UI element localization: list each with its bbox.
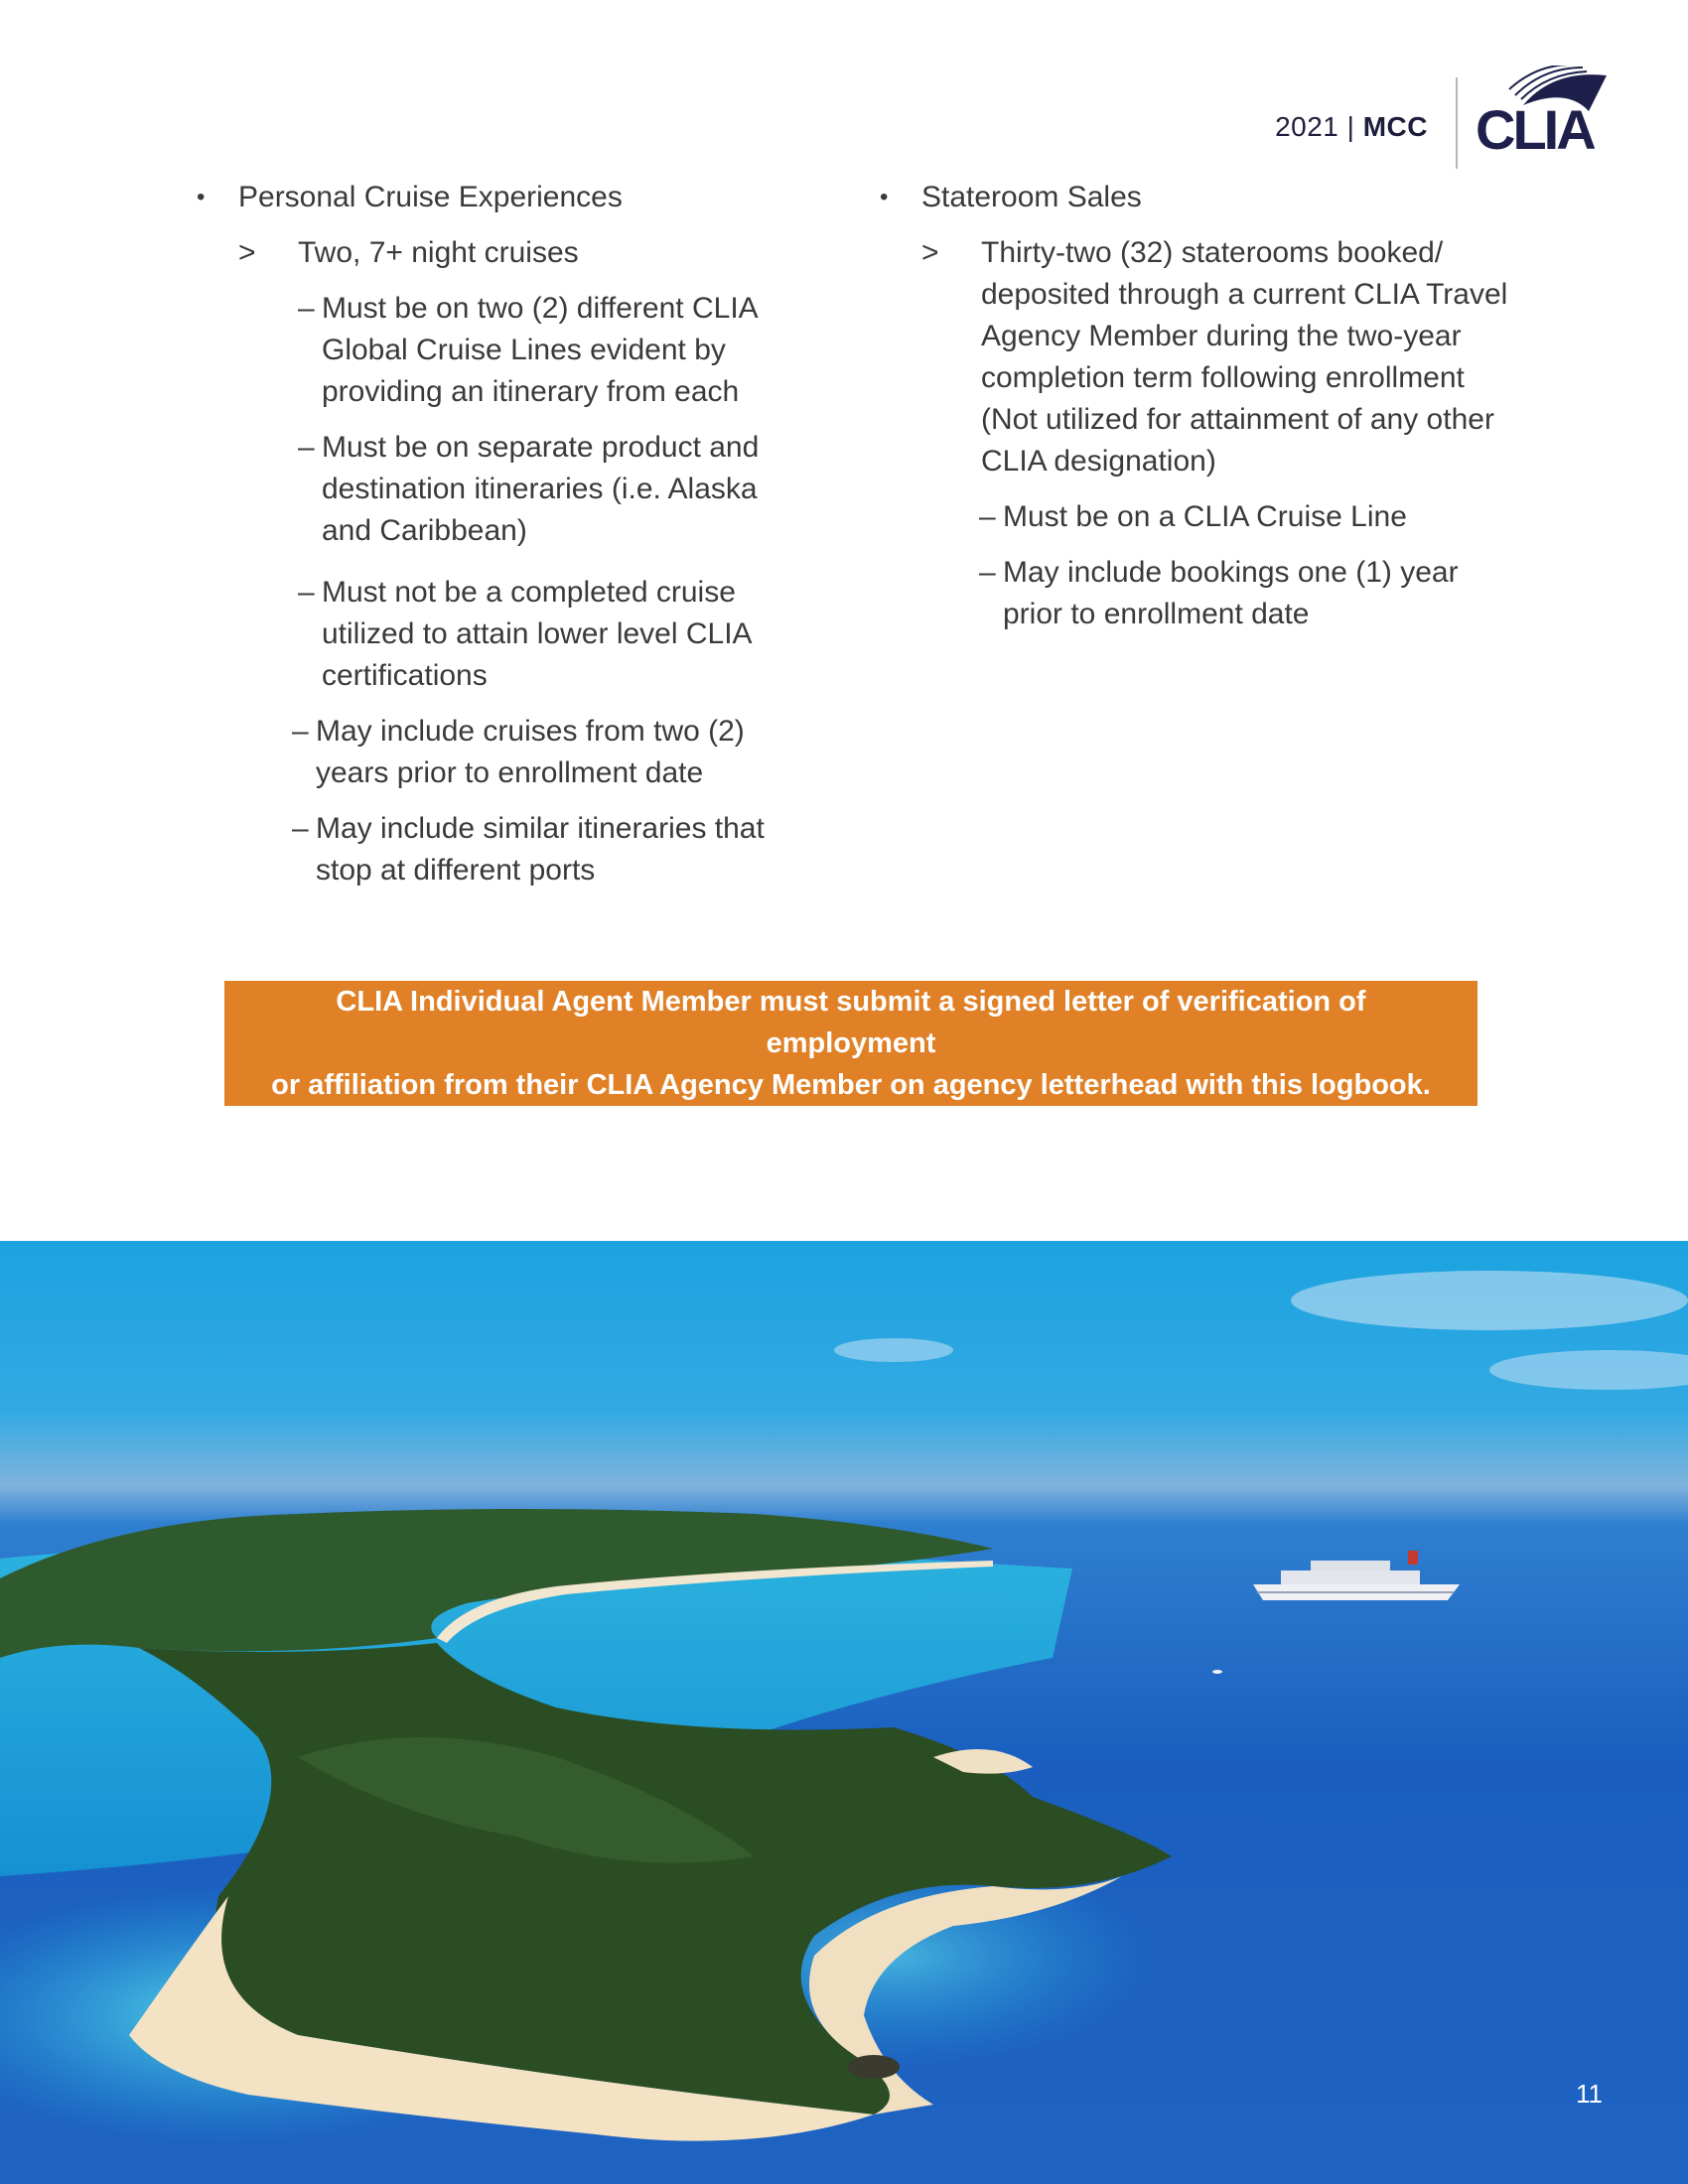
notice-line-2: or affiliation from their CLIA Agency Member on agency letterhead with this logbook. bbox=[271, 1069, 1431, 1101]
header-separator: | bbox=[1346, 111, 1355, 142]
notice-line-1: CLIA Individual Agent Member must submit a signed letter of verification of employment bbox=[336, 986, 1366, 1059]
requirement-text: Must not be a completed cruise utilized to attain lower level CLIA certifications bbox=[322, 576, 751, 692]
bullet-dot-icon: • bbox=[880, 184, 889, 210]
requirement-item bbox=[298, 572, 812, 697]
logo-wordmark: CLIA bbox=[1476, 98, 1594, 161]
aerial-island-photo bbox=[0, 1241, 1688, 2184]
requirement-item bbox=[292, 711, 812, 794]
dash-icon: – bbox=[298, 431, 315, 464]
dash-icon: – bbox=[292, 715, 309, 748]
header-divider bbox=[1456, 77, 1458, 169]
left-column bbox=[197, 177, 812, 891]
bullet-label: Personal Cruise Experiences bbox=[238, 181, 623, 213]
requirement-text: May include cruises from two (2) years prior to enrollment date bbox=[316, 715, 745, 789]
requirement-item bbox=[292, 808, 812, 891]
dash-icon: – bbox=[298, 576, 315, 609]
bullet-stateroom-sales bbox=[880, 177, 1515, 218]
right-column bbox=[880, 177, 1515, 635]
requirement-text: Must be on two (2) different CLIA Global Cruise Lines evident by providing an itinerary from each bbox=[322, 292, 758, 408]
dash-icon: – bbox=[298, 292, 315, 325]
requirement-item bbox=[979, 552, 1515, 635]
page-number: 11 bbox=[1576, 2079, 1603, 2109]
sub-item-staterooms bbox=[880, 232, 1515, 482]
requirement-text: May include similar itineraries that stop at different ports bbox=[316, 812, 765, 887]
requirement-text: May include bookings one (1) year prior to enrollment date bbox=[1003, 556, 1459, 630]
sub-item-label: Two, 7+ night cruises bbox=[298, 236, 579, 269]
dash-icon: – bbox=[979, 556, 996, 589]
program-code: MCC bbox=[1362, 111, 1428, 142]
sub-item-night-cruises bbox=[197, 232, 812, 274]
requirement-text: Must be on separate product and destination itineraries (i.e. Alaska and Caribbean) bbox=[322, 431, 760, 547]
year: 2021 bbox=[1275, 111, 1339, 142]
sub-item-label: Thirty-two (32) staterooms booked/ deposited through a current CLIA Travel Agency Member during the two-year completion term following enrollment (Not utilized for attainment of any other CLIA designation) bbox=[981, 236, 1508, 478]
clia-logo bbox=[1476, 66, 1620, 161]
requirement-item bbox=[298, 427, 812, 552]
header-year-label bbox=[1275, 111, 1428, 143]
requirement-item bbox=[298, 288, 812, 413]
bullet-dot-icon: • bbox=[197, 184, 206, 210]
arrow-icon: > bbox=[238, 236, 256, 269]
requirement-item bbox=[979, 496, 1515, 538]
dash-icon: – bbox=[979, 500, 996, 533]
verification-notice-banner bbox=[224, 981, 1477, 1106]
bullet-label: Stateroom Sales bbox=[921, 181, 1142, 213]
dash-icon: – bbox=[292, 812, 309, 845]
requirement-text: Must be on a CLIA Cruise Line bbox=[1003, 500, 1407, 533]
arrow-icon: > bbox=[921, 236, 939, 269]
bullet-personal-cruise bbox=[197, 177, 812, 218]
